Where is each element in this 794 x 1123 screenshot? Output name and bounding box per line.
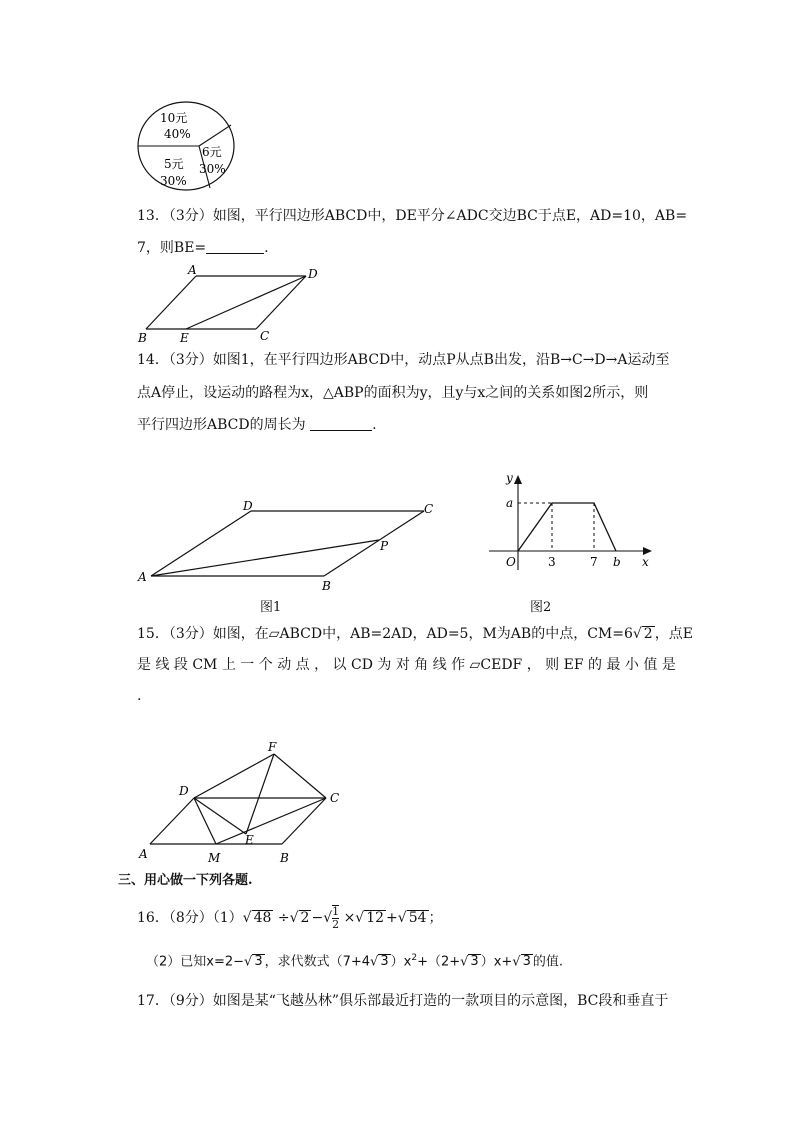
q16-rad-3c: 3 <box>470 954 479 970</box>
q13-label-A: A <box>188 263 197 277</box>
q14-line1 <box>137 350 670 370</box>
q17-number: 17． <box>137 993 169 1009</box>
q13-line1 <box>137 206 687 226</box>
q14-line2 <box>137 383 648 403</box>
q15-figure <box>134 738 354 866</box>
q16-number: 16． <box>137 910 169 926</box>
q14-text3: 平行四边形ABCD的周长为 <box>137 417 306 433</box>
section3-title: 三、用心做一下列各题. <box>118 873 253 888</box>
q15-label-M: M <box>208 851 221 865</box>
q16-part1-label: （1） <box>212 910 243 926</box>
q14-figure2-graph <box>486 470 656 574</box>
q16-fraction <box>332 905 339 931</box>
q15-text1b: ，点E <box>654 626 693 642</box>
q14-fig1-label-P: P <box>380 539 389 553</box>
pie-pct-6: 30% <box>199 162 226 176</box>
q14-fig1-label-C: C <box>424 502 434 516</box>
q16-rad-12: 12 <box>366 910 385 926</box>
q16-rad-48: 48 <box>253 910 272 926</box>
q14-fig2-label-x: x <box>642 555 649 569</box>
q15-text1a: 如图，在▱ABCD中，AB=2AD，AD=5，M为AB的中点，CM=6 <box>212 626 633 642</box>
q15-line2 <box>137 655 676 675</box>
q16-minus: − <box>311 910 324 926</box>
q15-label-D: D <box>179 784 189 798</box>
q13-answer-blank[interactable] <box>206 239 264 254</box>
q16-times: × <box>343 910 356 926</box>
q16-plus: + <box>386 910 398 926</box>
q14-fig1-label-B: B <box>322 579 331 592</box>
q15-label-E: E <box>245 833 254 847</box>
q16-score: （8分） <box>168 910 213 926</box>
q14-score: （3分） <box>168 352 213 368</box>
q16-frac-den: 2 <box>332 918 340 931</box>
q16-line1: 16．（8分）（1）√ 48 ÷√ 2 −√ $\frac{1}{2}$ ×√ 12 +√ 54 ； <box>137 905 443 931</box>
pie-label-6: 6元 <box>202 145 222 159</box>
pie-pct-5: 30% <box>160 174 187 188</box>
q14-fig2-label-a: a <box>506 496 514 510</box>
q16-rad-2: 2 <box>300 910 310 926</box>
q16-rad-3d: 3 <box>522 954 531 970</box>
q16-rad-3a: 3 <box>254 954 263 970</box>
q15-rad-2: 2 <box>643 626 653 642</box>
pie-label-10: 10元 <box>160 111 188 125</box>
q13-score: （3分） <box>168 208 213 224</box>
q14-fig2-label-O: O <box>506 555 516 569</box>
q17-line1 <box>137 991 668 1011</box>
q14-number: 14． <box>137 352 169 368</box>
q13-end: . <box>264 240 269 256</box>
q16-rad-3b: 3 <box>380 954 389 970</box>
q16-rad-54: 54 <box>408 910 427 926</box>
q15-number: 15． <box>137 626 169 642</box>
q14-answer-blank[interactable] <box>310 416 372 431</box>
pie-chart <box>136 100 238 192</box>
q14-text2: 点A停止，设运动的路程为x，△ABP的面积为y，且y与x之间的关系如图2所示，则 <box>137 385 649 401</box>
q15-line3 <box>137 686 141 706</box>
q16-line2: （2）已知x=2−√ 3 ，求代数式（7+4√ 3 ）$x^2+(2+√$ 3 ）x+√ 3 的值. <box>146 953 564 970</box>
q14-fig2-tick-b: b <box>613 555 621 569</box>
q16-frac-num: 1 <box>332 905 340 918</box>
q14-end: . <box>372 417 377 433</box>
q13-text1: 如图，平行四边形ABCD中，DE平分∠ADC交边BC于点E，AD=10，AB= <box>212 208 688 224</box>
q16-part2-mid3: +（2+ <box>417 954 461 970</box>
pie-pct-10: 40% <box>164 127 191 141</box>
q15-text2: 是 线 段 CM 上 一 个 动 点 ， 以 CD 为 对 角 线 作 ▱CEDF ， 则 EF 的 最 小 值 是 <box>137 657 676 673</box>
q13-label-D: D <box>308 267 318 281</box>
q16-part2-mid1: ，求代数式（7+4 <box>264 954 371 970</box>
q13-label-E: E <box>180 331 189 345</box>
q13-text2: 7，则BE= <box>137 240 207 256</box>
q14-fig2-tick-3: 3 <box>548 555 556 569</box>
q14-fig1-caption: 图1 <box>260 600 282 615</box>
q17-text1: 如图是某“飞越丛林”俱乐部最近打造的一款项目的示意图，BC段和垂直于 <box>212 993 669 1009</box>
q15-line1: 15．（3分）如图，在▱ABCD中，AB=2AD，AD=5，M为AB的中点，CM=6√ 2 ，点E <box>137 626 693 642</box>
q16-part2-mid4: ）x+ <box>480 954 513 970</box>
q14-figure1 <box>134 496 444 592</box>
q16-part2-end: 的值. <box>532 954 564 970</box>
q13-figure <box>134 262 324 346</box>
q14-line3 <box>137 415 377 435</box>
q14-text1: 如图1，在平行四边形ABCD中，动点P从点B出发，沿B→C→D→A运动至 <box>212 352 670 368</box>
q16-semicolon: ； <box>428 910 443 926</box>
q15-label-A: A <box>139 847 148 861</box>
q14-fig1-label-A: A <box>138 570 147 584</box>
q14-fig1-label-D: D <box>243 499 253 513</box>
q15-label-B: B <box>280 851 289 865</box>
q16-div: ÷ <box>277 910 290 926</box>
q14-fig2-label-y: y <box>506 471 513 485</box>
q13-label-C: C <box>260 329 270 343</box>
q17-score: （9分） <box>168 993 213 1009</box>
q13-label-B: B <box>138 331 147 345</box>
q15-text3: . <box>137 688 142 704</box>
q13-number: 13． <box>137 208 169 224</box>
q13-line2 <box>137 238 269 258</box>
q16-part2-prefix: （2）已知x=2− <box>146 954 245 970</box>
q14-fig2-caption: 图2 <box>530 600 552 615</box>
q15-score: （3分） <box>168 626 213 642</box>
q15-label-F: F <box>268 740 277 754</box>
q15-label-C: C <box>330 791 340 805</box>
q14-fig2-tick-7: 7 <box>590 555 598 569</box>
q16-sup-2: 2 <box>411 953 418 963</box>
q16-part2-mid2: ）x <box>390 954 412 970</box>
pie-label-5: 5元 <box>164 157 184 171</box>
